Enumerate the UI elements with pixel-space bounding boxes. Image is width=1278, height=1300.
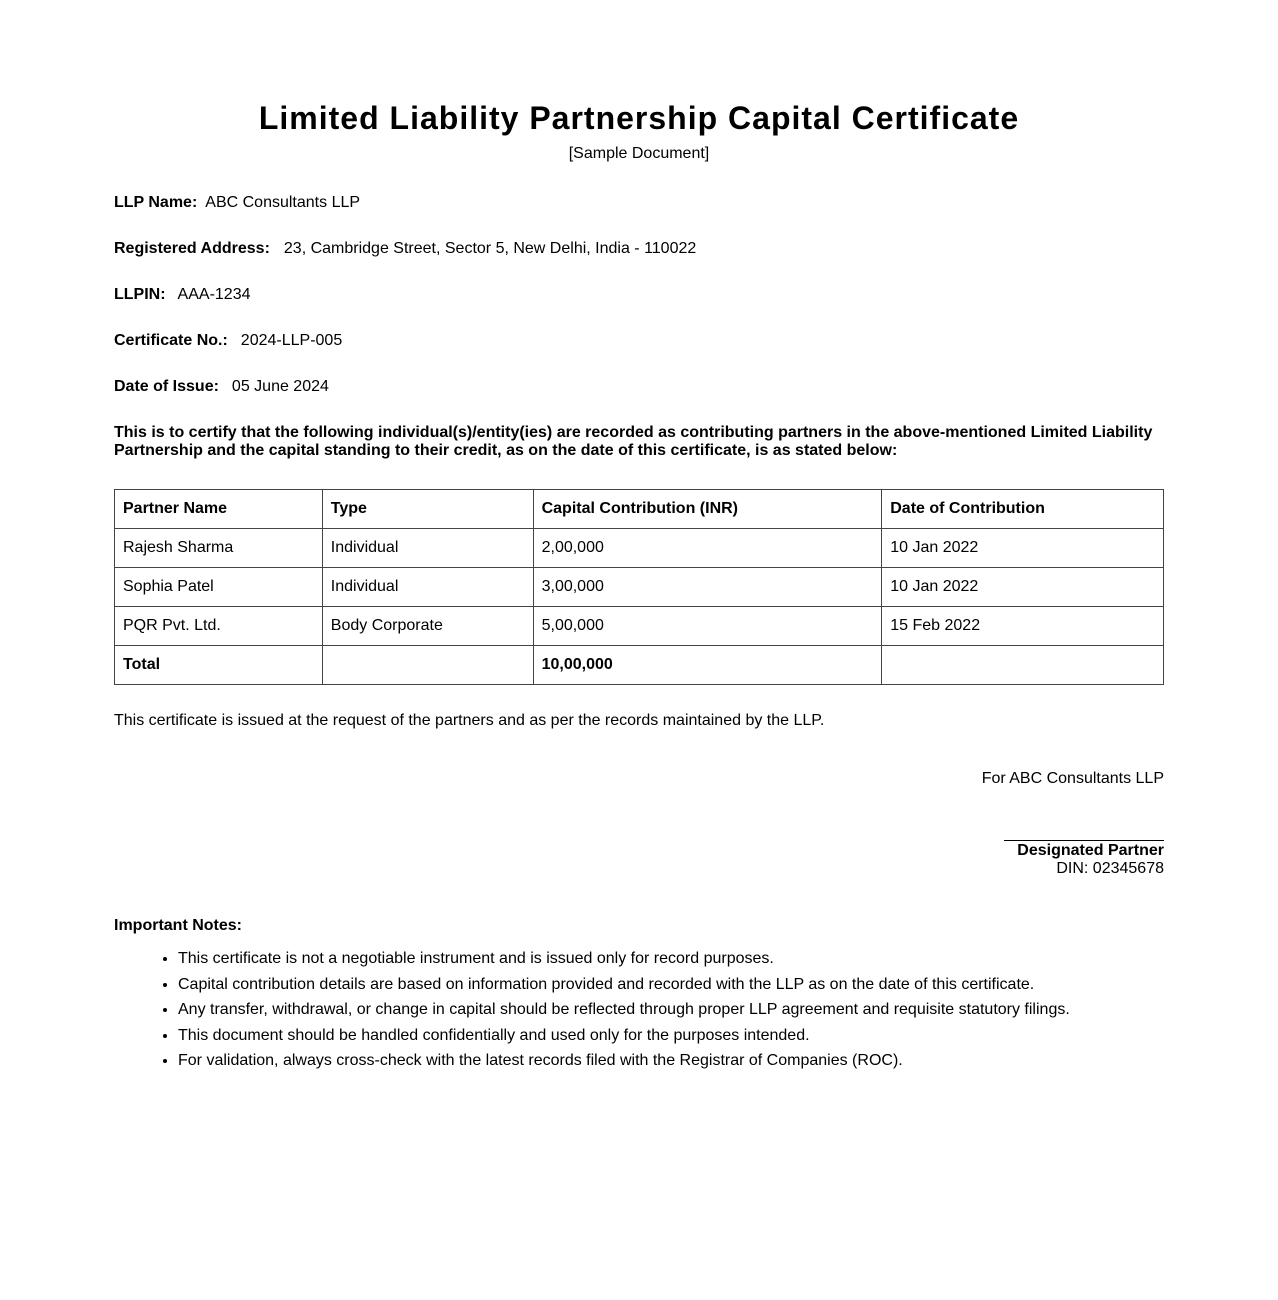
cell-date-of-contribution: 15 Feb 2022 [882, 607, 1164, 646]
list-item: • For validation, always cross-check with the latest records filed with the Registrar of Companies (ROC). [178, 1048, 1070, 1074]
cell-date-of-contribution: 10 Jan 2022 [882, 529, 1164, 568]
field-label: LLP Name: [114, 194, 198, 211]
field-label: Registered Address: [114, 240, 270, 257]
field-label: Date of Issue: [114, 378, 219, 395]
cell-type: Individual [322, 568, 533, 607]
cell-partner-name: PQR Pvt. Ltd. [115, 607, 323, 646]
cell-capital-contribution: 3,00,000 [533, 568, 882, 607]
notes-heading: Important Notes: [114, 917, 242, 934]
cell-type: Body Corporate [322, 607, 533, 646]
signature-role: Designated Partner [1017, 842, 1164, 859]
signature-for-llp: For ABC Consultants LLP [981, 770, 1164, 787]
column-header-capital-contribution: Capital Contribution (INR) [533, 490, 882, 529]
list-item: • Capital contribution details are based on information provided and recorded with the LLP as on the date of this certificate. [178, 972, 1070, 998]
cell-capital-contribution: 2,00,000 [533, 529, 882, 568]
field-registered-address [114, 239, 696, 259]
field-label: Certificate No.: [114, 332, 228, 349]
table-row [115, 568, 1164, 607]
page-title: Limited Liability Partnership Capital Certificate [258, 100, 1020, 136]
field-llp-name [114, 193, 360, 213]
cell-partner-name: Rajesh Sharma [115, 529, 323, 568]
cell-total-capital: 10,00,000 [533, 646, 882, 685]
cell-total-label: Total [115, 646, 323, 685]
field-value: 23, Cambridge Street, Sector 5, New Delhi, India - 110022 [283, 240, 697, 257]
list-item: • This certificate is not a negotiable instrument and is issued only for record purposes. [178, 946, 1070, 972]
column-header-partner-name: Partner Name [115, 490, 323, 529]
issued-statement: This certificate is issued at the request of the partners and as per the records maintained by the LLP. [114, 712, 825, 729]
field-certificate-no [114, 331, 342, 351]
table-row [115, 607, 1164, 646]
cell-total-date [882, 646, 1164, 685]
field-value: AAA-1234 [177, 286, 251, 303]
cell-partner-name: Sophia Patel [115, 568, 323, 607]
notes-list [114, 946, 1070, 1074]
column-header-type: Type [322, 490, 533, 529]
field-value: 05 June 2024 [231, 378, 329, 395]
list-item: • Any transfer, withdrawal, or change in capital should be reflected through proper LLP agreement and requisite statutory filings. [178, 997, 1070, 1023]
field-value: 2024-LLP-005 [240, 332, 343, 349]
field-label: LLPIN: [114, 286, 166, 303]
signature-line [1004, 840, 1164, 841]
field-value: ABC Consultants LLP [205, 194, 361, 211]
signature-din: DIN: 02345678 [1056, 860, 1164, 877]
table-row [115, 529, 1164, 568]
field-llpin [114, 285, 250, 305]
list-item: • This document should be handled confidentially and used only for the purposes intended. [178, 1023, 1070, 1049]
cell-capital-contribution: 5,00,000 [533, 607, 882, 646]
column-header-date-of-contribution: Date of Contribution [882, 490, 1164, 529]
cell-type: Individual [322, 529, 533, 568]
table-total-row [115, 646, 1164, 685]
table-header-row [115, 490, 1164, 529]
certify-statement: This is to certify that the following individual(s)/entity(ies) are recorded as contributing partners in the above-mentioned Limited Liability Partnership and the capital standing to their credit, as on the date of this certificate, is as stated below: [114, 424, 1153, 459]
cell-total-type [322, 646, 533, 685]
field-date-of-issue [114, 377, 329, 397]
partners-table [114, 489, 1164, 685]
page-subtitle: [Sample Document] [568, 145, 710, 162]
cell-date-of-contribution: 10 Jan 2022 [882, 568, 1164, 607]
